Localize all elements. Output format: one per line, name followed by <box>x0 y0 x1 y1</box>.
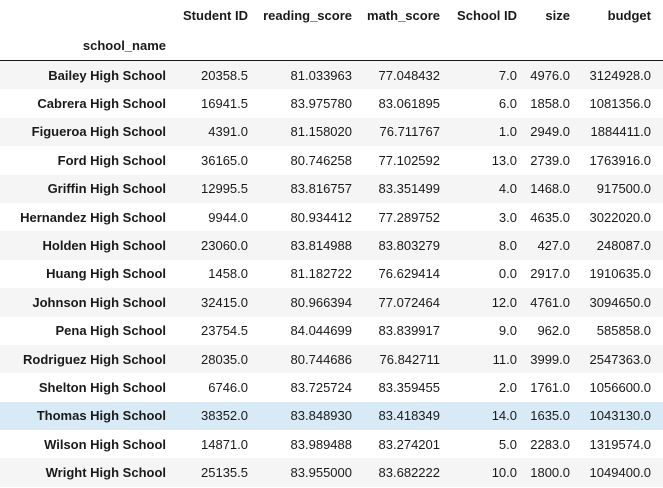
table-row[interactable] <box>0 373 663 401</box>
cell-student-id: 9944.0 <box>208 209 248 225</box>
table-row[interactable] <box>0 89 663 117</box>
index-header-blank <box>0 0 178 30</box>
column-header-student-id: Student ID <box>183 7 248 23</box>
cell-size: 962.0 <box>537 323 570 339</box>
cell-size: 3999.0 <box>530 351 570 367</box>
cell-budget: 917500.0 <box>596 181 651 197</box>
cell-math-score: 77.048432 <box>378 67 440 83</box>
cell-math-score: 83.839917 <box>378 323 440 339</box>
cell-reading-score: 83.955000 <box>290 465 352 481</box>
table-row[interactable] <box>0 146 663 174</box>
table-row[interactable] <box>0 61 663 90</box>
cell-reading-score: 81.158020 <box>290 124 352 140</box>
cell-school-id: 2.0 <box>498 379 517 395</box>
cell-math-score: 83.274201 <box>378 436 440 452</box>
cell-reading-score: 80.744686 <box>290 351 352 367</box>
cell-size: 427.0 <box>537 238 570 254</box>
cell-school-id: 5.0 <box>498 436 517 452</box>
cell-reading-score: 83.975780 <box>290 96 352 112</box>
cell-student-id: 16941.5 <box>201 96 248 112</box>
cell-school-id: 6.0 <box>498 96 517 112</box>
table-row[interactable] <box>0 402 663 430</box>
cell-reading-score: 83.725724 <box>290 379 352 395</box>
cell-math-score: 76.711767 <box>379 124 440 140</box>
cell-student-id: 28035.0 <box>201 351 248 367</box>
table-row[interactable] <box>0 288 663 316</box>
cell-school-id: 8.0 <box>498 238 517 254</box>
row-label-school-name: Figueroa High School <box>31 124 166 140</box>
cell-math-score: 77.289752 <box>378 209 440 225</box>
cell-math-score: 83.682222 <box>378 465 440 481</box>
column-header-row <box>0 0 663 30</box>
cell-reading-score: 83.814988 <box>290 238 352 254</box>
cell-budget: 3094650.0 <box>589 294 651 310</box>
table-row[interactable] <box>0 175 663 203</box>
row-label-school-name: Pena High School <box>55 323 166 339</box>
cell-school-id: 3.0 <box>498 209 517 225</box>
row-label-school-name: Rodriguez High School <box>23 351 166 367</box>
cell-school-id: 9.0 <box>498 323 517 339</box>
cell-reading-score: 81.033963 <box>290 67 352 83</box>
table-row[interactable] <box>0 458 663 486</box>
cell-size: 4635.0 <box>530 209 570 225</box>
cell-math-score: 77.072464 <box>378 294 440 310</box>
cell-math-score: 83.359455 <box>378 379 440 395</box>
cell-budget: 1910635.0 <box>589 266 651 282</box>
cell-school-id: 11.0 <box>492 351 517 367</box>
column-header-size: size <box>545 7 570 23</box>
table-body <box>0 61 663 487</box>
cell-size: 2283.0 <box>530 436 570 452</box>
cell-budget: 2547363.0 <box>589 351 651 367</box>
cell-reading-score: 83.816757 <box>290 181 352 197</box>
cell-reading-score: 80.934412 <box>290 209 352 225</box>
cell-math-score: 83.418349 <box>378 408 440 424</box>
cell-student-id: 23754.5 <box>201 323 248 339</box>
cell-size: 2917.0 <box>530 266 570 282</box>
cell-budget: 3124928.0 <box>589 67 651 83</box>
cell-budget: 1763916.0 <box>589 152 651 168</box>
cell-school-id: 1.0 <box>498 124 517 140</box>
cell-student-id: 38352.0 <box>201 408 248 424</box>
cell-budget: 248087.0 <box>596 238 651 254</box>
table-row[interactable] <box>0 203 663 231</box>
cell-size: 4761.0 <box>530 294 570 310</box>
cell-math-score: 76.629414 <box>378 266 440 282</box>
cell-reading-score: 80.746258 <box>290 152 352 168</box>
cell-student-id: 36165.0 <box>201 152 248 168</box>
column-header-budget: budget <box>607 7 651 23</box>
table-header <box>0 0 663 61</box>
row-label-school-name: Shelton High School <box>38 379 166 395</box>
cell-student-id: 25135.5 <box>201 465 248 481</box>
cell-school-id: 14.0 <box>491 408 517 424</box>
cell-reading-score: 84.044699 <box>290 323 352 339</box>
cell-student-id: 12995.5 <box>201 181 248 197</box>
cell-size: 1858.0 <box>530 96 570 112</box>
cell-school-id: 0.0 <box>498 266 517 282</box>
cell-student-id: 20358.5 <box>201 67 248 83</box>
table-row[interactable] <box>0 231 663 259</box>
cell-student-id: 14871.0 <box>201 436 248 452</box>
cell-student-id: 32415.0 <box>201 294 248 310</box>
cell-reading-score: 80.966394 <box>290 294 352 310</box>
cell-budget: 1081356.0 <box>589 96 651 112</box>
cell-student-id: 23060.0 <box>201 238 248 254</box>
cell-size: 2949.0 <box>530 124 570 140</box>
cell-school-id: 7.0 <box>498 67 517 83</box>
table-row[interactable] <box>0 345 663 373</box>
column-header-reading-score: reading_score <box>263 7 352 23</box>
row-label-school-name: Huang High School <box>46 266 166 282</box>
cell-math-score: 83.351499 <box>378 181 440 197</box>
cell-math-score: 83.803279 <box>378 238 440 254</box>
cell-size: 1635.0 <box>530 408 570 424</box>
cell-school-id: 12.0 <box>491 294 517 310</box>
row-label-school-name: Bailey High School <box>48 67 166 83</box>
cell-student-id: 6746.0 <box>208 379 248 395</box>
cell-budget: 1056600.0 <box>589 379 651 395</box>
cell-budget: 1319574.0 <box>589 436 651 452</box>
row-label-school-name: Thomas High School <box>36 408 166 424</box>
cell-reading-score: 83.989488 <box>290 436 352 452</box>
cell-size: 1468.0 <box>530 181 570 197</box>
cell-student-id: 4391.0 <box>208 124 248 140</box>
cell-budget: 1043130.0 <box>589 408 651 424</box>
cell-reading-score: 81.182722 <box>290 266 352 282</box>
cell-school-id: 13.0 <box>491 152 517 168</box>
column-header-school-id: School ID <box>457 7 517 23</box>
cell-budget: 1884411.0 <box>590 124 651 140</box>
row-label-school-name: Hernandez High School <box>20 209 166 225</box>
cell-math-score: 76.842711 <box>379 351 440 367</box>
cell-reading-score: 83.848930 <box>290 408 352 424</box>
cell-budget: 3022020.0 <box>589 209 651 225</box>
index-name-row <box>0 30 663 61</box>
row-label-school-name: Ford High School <box>57 152 166 168</box>
table-row[interactable] <box>0 317 663 345</box>
row-label-school-name: Griffin High School <box>47 181 166 197</box>
column-header-math-score: math_score <box>367 7 440 23</box>
cell-size: 1761.0 <box>530 379 570 395</box>
cell-school-id: 10.0 <box>491 465 517 481</box>
row-label-school-name: Holden High School <box>42 238 166 254</box>
cell-budget: 585858.0 <box>596 323 651 339</box>
row-label-school-name: Cabrera High School <box>37 96 166 112</box>
cell-school-id: 4.0 <box>498 181 517 197</box>
cell-budget: 1049400.0 <box>589 465 651 481</box>
row-label-school-name: Wilson High School <box>44 436 166 452</box>
cell-size: 4976.0 <box>530 67 570 83</box>
table-row[interactable] <box>0 260 663 288</box>
table-row[interactable] <box>0 118 663 146</box>
cell-student-id: 1458.0 <box>208 266 248 282</box>
cell-size: 2739.0 <box>530 152 570 168</box>
cell-math-score: 77.102592 <box>378 152 440 168</box>
index-name: school_name <box>0 30 178 61</box>
row-label-school-name: Wright High School <box>45 465 166 481</box>
cell-math-score: 83.061895 <box>378 96 440 112</box>
table-row[interactable] <box>0 430 663 458</box>
row-label-school-name: Johnson High School <box>32 294 166 310</box>
cell-size: 1800.0 <box>530 465 570 481</box>
